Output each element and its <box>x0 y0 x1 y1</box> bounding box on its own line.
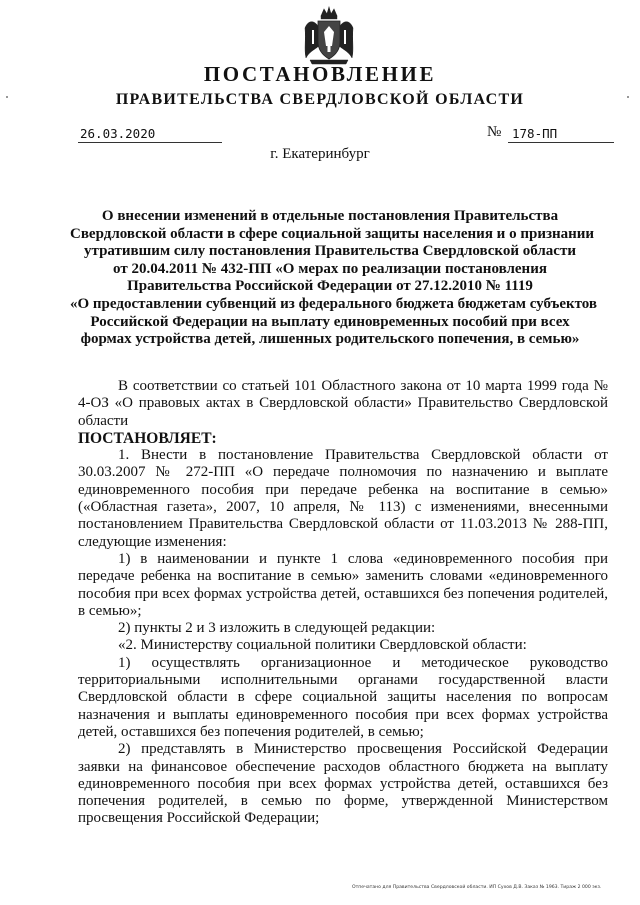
coat-of-arms-emblem <box>302 6 356 66</box>
title-line: Правительства Российской Федерации от 27.12.2010 № 1119 <box>127 278 533 295</box>
margin-mark <box>627 96 629 98</box>
title-line: утратившим силу постановления Правительства Свердловской области <box>84 243 576 260</box>
document-title <box>70 208 598 349</box>
preamble-paragraph: В соответствии со статьей 101 Областного закона от 10 марта 1999 года № 4-ОЗ «О правовых актах в Свердловской области» Правительство Свердловской области <box>78 378 608 429</box>
title-line: от 20.04.2011 № 432-ПП «О мерах по реализации постановления <box>113 260 547 277</box>
decree-word: ПОСТАНОВЛЯЕТ: <box>78 429 217 447</box>
clause-1: 1. Внести в постановление Правительства Свердловской области от 30.03.2007 № 272-ПП «О передаче полномочия по назначению и выплате единовременного пособия при передаче ребенка на воспитание в семью» («Областная газета», 2007, 10 апреля, № 113) с изменениями, внесенными постановлением Правительства Свердловской области от 11.03.2013 № 288-ПП, следующие изменения: <box>78 447 608 550</box>
document-date: 26.03.2020 <box>78 125 222 143</box>
print-footer: Отпечатано для Правительства Свердловской области. ИП Сухов Д.В. Заказ № 1963. Тираж 2 000 экз. <box>352 885 602 890</box>
title-line: Российской Федерации на выплату единовременных пособий при всех <box>90 313 570 330</box>
document-type-heading: ПОСТАНОВЛЕНИЕ <box>203 62 437 86</box>
subclause-1-1: 1) в наименовании и пункте 1 слова «единовременного пособия при передаче ребенка на воспитание в семью» заменить словами «единовременного пособия при всех формах устройства детей, оставшихся без попечения родителей, в семью»; <box>78 550 608 619</box>
subclause-1-2: 2) пункты 2 и 3 изложить в следующей редакции: <box>118 620 436 637</box>
document-body <box>78 378 608 828</box>
number-sign: № <box>487 124 502 140</box>
document-number: 178-ПП <box>508 125 614 143</box>
issuing-authority: ПРАВИТЕЛЬСТВА СВЕРДЛОВСКОЙ ОБЛАСТИ <box>115 91 525 108</box>
title-line: формах устройства детей, лишенных родительского попечения, в семью» <box>80 331 580 348</box>
title-line: Свердловской области в сфере социальной защиты населения и о признании <box>70 225 595 242</box>
new-clause-2-intro: «2. Министерству социальной политики Свердловской области: <box>118 637 527 654</box>
title-line: «О предоставлении субвенций из федерального бюджета бюджетам субъектов <box>70 295 598 312</box>
margin-mark <box>6 96 8 98</box>
new-clause-2-item-1: 1) осуществлять организационное и методическое руководство территориальными исполнительными органами государственной власти Свердловской области в сфере социальной защиты населения по вопросам назначения и выплаты единовременного пособия при всех формах устройства детей, оставшихся без попечения родителей, в семью; <box>78 654 608 740</box>
new-clause-2-item-2: 2) представлять в Министерство просвещения Российской Федерации заявки на финансовое обеспечение расходов областного бюджета на выплату единовременного пособия при всех формах устройства детей, оставшихся без попечения родителей, в семью по форме, утвержденной Министерством просвещения Российской Федерации; <box>78 741 608 827</box>
issuing-city: г. Екатеринбург <box>270 146 370 162</box>
title-line: О внесении изменений в отдельные постановления Правительства <box>101 208 559 224</box>
